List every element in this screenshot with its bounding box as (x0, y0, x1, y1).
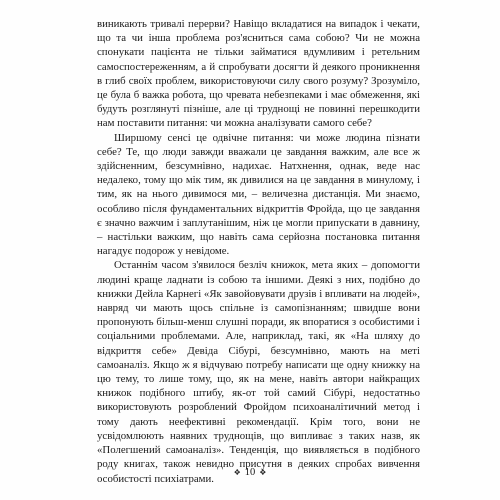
page-footer (210, 466, 290, 480)
ornament-right-icon: ❖ (259, 468, 267, 477)
body-text (97, 17, 420, 486)
page-number: 10 (244, 467, 256, 478)
ornament-left-icon: ❖ (233, 468, 241, 477)
paragraph-2: Ширшому сенсі це одвічне питання: чи може людина пізнати себе? Те, що люди завжди вважали це завдання важким, але все ж здійсненним, безсумнівно, надихає. Натхнення, однак, веде нас недалеко, тому що мік тим, як дивилися на це завдання в минулому, і тим, як на нього дивимося ми, – величезна дистанція. Ми знаємо, особливо після фундаментальних відкриттів Фройда, що це завдання є значно важчим і заплутанішим, ніж це могли припускати в давнину, – настільки важким, що навіть сама серйозна постановка питання нагадує подорож у невідоме. (97, 131, 420, 258)
paragraph-3: Останнім часом з'явилося безліч книжок, мета яких – допомогти людині краще ладнати із собою та іншими. Деякі з них, подібно до книжки Дейла Карнегі «Як завойовувати друзів і впливати на людей», навряд чи мають щось спільне із самопізнанням; швидше вони пропонують більш-менш слушні поради, як впоратися з особистими і соціальними проблемами. Але, наприклад, такі, як «На шляху до відкриття себе» Девіда Сібурі, безсумнівно, мають на меті самоаналіз. Якщо ж я відчуваю потребу написати ще одну книжку на цю тему, то лише тому, що, як на мене, навіть автори найкращих книжок подібного штибу, як-от той самий Сібурі, недостатньо використовують розроблений Фройдом психоаналітичний метод і тому дають неефективні рекомендації. Крім того, вони не усвідомлюють наявних труднощів, що випливає з таких назв, як «Полегшений самоаналіз». Тенденція, що виявляється в подібного роду книгах, також невидно присутня в деяких спробах вивчення особистості психіатрами. (97, 259, 420, 485)
paragraph-1: виникають тривалі перерви? Навіщо вкладатися на випадок і чекати, що та чи інша проблема роз'ясниться сама собою? Чи не можна спонукати пацієнта не тільки займатися вдумливим і ретельним самоспостереженням, а й спробувати досягти й деякого проникнення в глиб своїх проблем, використовуючи силу свого розуму? Зрозуміло, це була б важка робота, що чревата небезпеками і має обмеження, які будуть розглянуті пізніше, але ці труднощі не повинні перешкодити нам поставити питання: чи можна аналізувати самого себе? (97, 18, 420, 130)
